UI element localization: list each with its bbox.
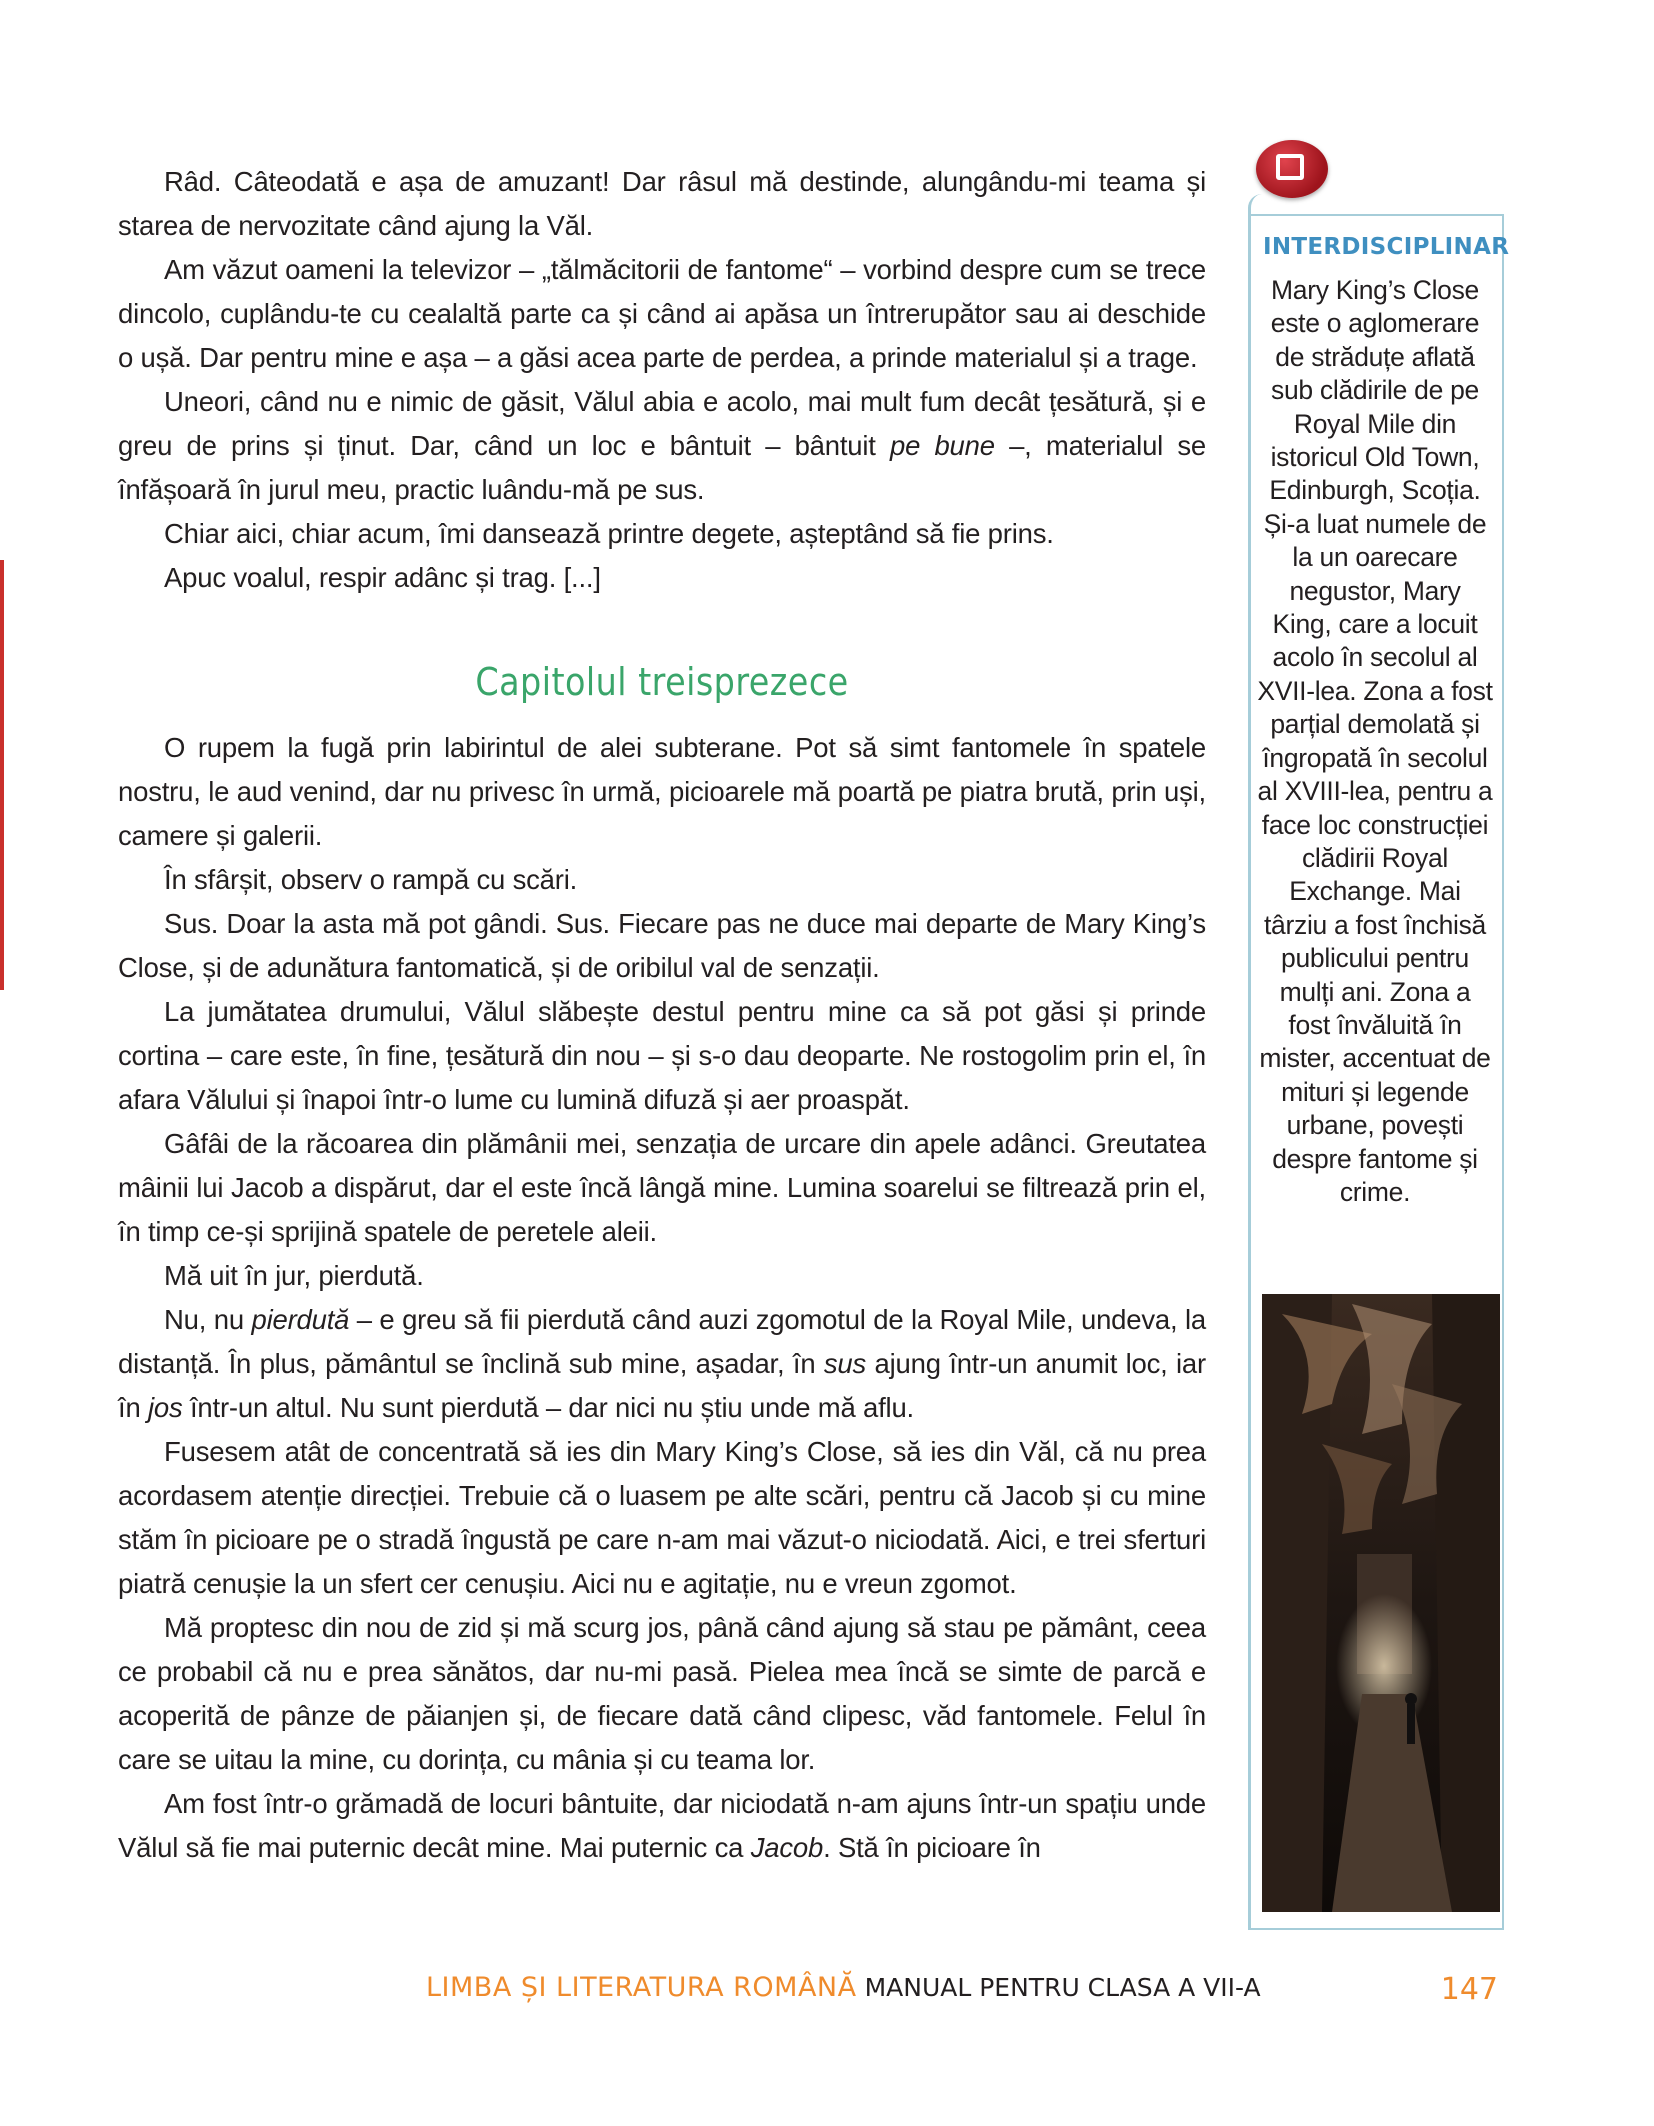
paragraph-text: Râd. Câteodată e așa de amuzant! Dar râsul mă destinde, alungându-mi teama și starea de nervozitate când ajung la Văl. bbox=[118, 166, 1206, 241]
paragraph-text: O rupem la fugă prin labirintul de alei subterane. Pot să simt fantomele în spatele nostru, le aud venind, dar nu privesc în urmă, picioarele mă poartă pe piatra brută, prin uși, camere și galerii. bbox=[118, 732, 1206, 851]
paragraph-text: Nu, nu bbox=[164, 1304, 252, 1335]
paragraph-text: Sus. Doar la asta mă pot gândi. Sus. Fiecare pas ne duce mai departe de Mary King’s Close, și de adunătura fantomatică, și de oribilul val de senzații. bbox=[118, 908, 1206, 983]
paragraph bbox=[118, 1782, 1206, 1870]
paragraph bbox=[118, 990, 1206, 1122]
paragraph bbox=[118, 1606, 1206, 1782]
paragraph bbox=[118, 726, 1206, 858]
paragraph bbox=[118, 858, 1206, 902]
story-text-chapter-13 bbox=[118, 726, 1206, 1870]
italic-text: pierdută bbox=[251, 1304, 350, 1335]
paragraph-text: La jumătatea drumului, Vălul slăbește destul pentru mine ca să pot găsi și prinde cortina – care este, în fine, țesătură din nou – și s-o dau deoparte. Ne rostogolim prin el, în afara Vălului și înapoi într-o lume cu lumină difuză și aer proaspăt. bbox=[118, 996, 1206, 1115]
story-text-before-chapter bbox=[118, 160, 1206, 600]
paragraph-text: într-un altul. Nu sunt pierdută – dar nici nu știu unde mă aflu. bbox=[182, 1392, 914, 1423]
paragraph bbox=[118, 1122, 1206, 1254]
paragraph-text: – e greu să fii pierdută când auzi zgomotul de la Royal Mile, undeva, la distanță. În plus, pământul se înclină sub mine, așadar, în bbox=[118, 1304, 1206, 1379]
page-footer bbox=[426, 1972, 1506, 2022]
main-text-column bbox=[118, 160, 1206, 1870]
page-number: 147 bbox=[1440, 1972, 1498, 2007]
paragraph-text: Uneori, când nu e nimic de găsit, Vălul abia e acolo, mai mult fum decât țesătură, și e greu de prins și ținut. Dar, când un loc e bântuit – bântuit bbox=[118, 386, 1206, 461]
paragraph-text: Mă proptesc din nou de zid și mă scurg jos, până când ajung să stau pe pământ, ceea ce probabil că nu e prea sănătos, dar nu-mi pasă. Pielea mea încă se simte de parcă e acoperită de pânze de păianjen și, de fiecare dată când clipesc, văd fantomele. Felul în care se uitau la mine, cu dorința, cu mânia și cu teama lor. bbox=[118, 1612, 1206, 1775]
paragraph-text: Mă uit în jur, pierdută. bbox=[164, 1260, 424, 1291]
sidebar-label: INTERDISCIPLINAR bbox=[1263, 234, 1510, 260]
paragraph bbox=[118, 512, 1206, 556]
paragraph bbox=[118, 902, 1206, 990]
paragraph-text: –, materialul se înfășoară în jurul meu, practic luându-mă pe sus. bbox=[118, 430, 1206, 505]
paragraph bbox=[118, 1298, 1206, 1430]
chapter-title: Capitolul treisprezece bbox=[475, 660, 849, 704]
footer-subject: LIMBA ȘI LITERATURA ROMÂNĂ bbox=[426, 1972, 857, 2003]
italic-text: jos bbox=[147, 1392, 183, 1423]
italic-text: pe bune bbox=[890, 430, 995, 461]
paragraph bbox=[118, 1254, 1206, 1298]
page-edge-marker bbox=[0, 560, 4, 990]
paragraph-text: Am văzut oameni la televizor – „tălmăcitorii de fantome“ – vorbind despre cum se trece dincolo, cuplându-te cu cealaltă parte ca și când ai apăsa un întrerupător sau ai deschide o ușă. Dar pentru mine e așa – a găsi acea parte de perdea, a prinde materialul și a trage. bbox=[118, 254, 1206, 373]
paragraph-text: ajung într-un anumit loc, iar în bbox=[118, 1348, 1206, 1423]
paragraph bbox=[118, 1430, 1206, 1606]
paragraph bbox=[118, 380, 1206, 512]
sidebar-text: Mary King’s Close este o aglomerare de străduțe aflată sub clădirile de pe Royal Mile din istoricul Old Town, Edinburgh, Scoția. Și-a luat numele de la un oarecare negustor, Mary King, care a locuit acolo în secolul al XVII-lea. Zona a fost parțial demolată și îngropată în secolul al XVIII-lea, pentru a face loc construcției clădirii Royal Exchange. Mai târziu a fost închisă publicului pentru mulți ani. Zona a fost învăluită în mister, accentuat de mituri și legende urbane, povești despre fantome și crime. bbox=[1257, 275, 1493, 1207]
paragraph-text: . Stă în picioare în bbox=[823, 1832, 1041, 1863]
paragraph-text: Am fost într-o grămadă de locuri bântuite, dar niciodată n-am ajuns într-un spațiu unde Vălul să fie mai puternic decât mine. Mai puternic ca bbox=[118, 1788, 1206, 1863]
paragraph-text: Gâfâi de la răcoarea din plămânii mei, senzația de urcare din apele adânci. Greutatea mâinii lui Jacob a dispărut, dar el este încă lângă mine. Lumina soarelui se filtrează prin el, în timp ce-și sprijină spatele de peretele aleii. bbox=[118, 1128, 1206, 1247]
paragraph-text: Chiar aici, chiar acum, îmi dansează printre degete, așteptând să fie prins. bbox=[164, 518, 1054, 549]
mary-kings-close-photo bbox=[1262, 1294, 1500, 1912]
paragraph-text: Apuc voalul, respir adânc și trag. [...] bbox=[164, 562, 601, 593]
footer-manual: MANUAL PENTRU CLASA A VII-A bbox=[864, 1973, 1261, 2002]
film-frame-icon bbox=[1256, 140, 1328, 198]
italic-text: Jacob bbox=[750, 1832, 824, 1863]
paragraph bbox=[118, 556, 1206, 600]
paragraph-text: Fusesem atât de concentrată să ies din Mary King’s Close, să ies din Văl, că nu prea acordasem atenție direcției. Trebuie că o luasem pe alte scări, pentru că Jacob și cu mine stăm în picioare pe o stradă îngustă pe care n-am mai văzut-o niciodată. Aici, e trei sferturi piatră cenușie la un sfert cer cenușiu. Aici nu e agitație, nu e vreun zgomot. bbox=[118, 1436, 1206, 1599]
paragraph-text: În sfârșit, observ o rampă cu scări. bbox=[164, 864, 578, 895]
italic-text: sus bbox=[823, 1348, 867, 1379]
paragraph bbox=[118, 160, 1206, 248]
paragraph bbox=[118, 248, 1206, 380]
